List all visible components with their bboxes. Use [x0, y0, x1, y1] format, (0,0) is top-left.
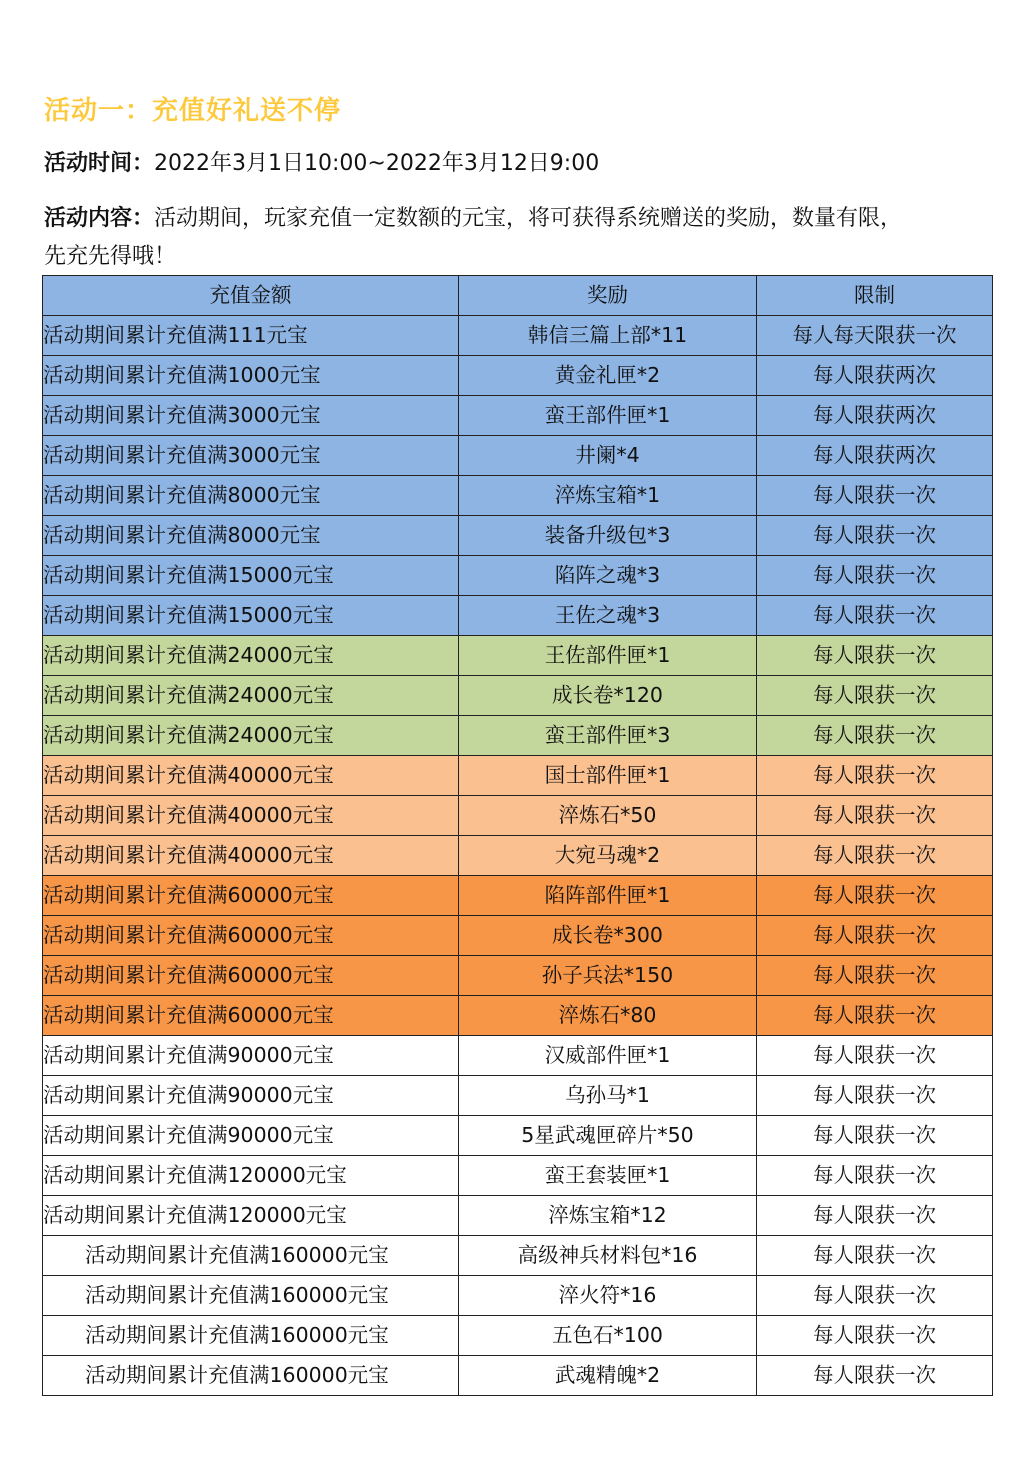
- cell-limit: 每人限获一次: [757, 796, 993, 836]
- cell-reward: 淬炼宝箱*1: [459, 476, 757, 516]
- cell-reward: 蛮王套装匣*1: [459, 1156, 757, 1196]
- cell-amount: 活动期间累计充值满15000元宝: [43, 596, 459, 636]
- cell-amount: 活动期间累计充值满24000元宝: [43, 636, 459, 676]
- cell-limit: 每人限获两次: [757, 396, 993, 436]
- cell-reward: 王佐部件匣*1: [459, 636, 757, 676]
- cell-amount: 活动期间累计充值满24000元宝: [43, 716, 459, 756]
- cell-reward: 成长卷*300: [459, 916, 757, 956]
- cell-reward: 韩信三篇上部*11: [459, 316, 757, 356]
- table-row: [43, 676, 993, 716]
- table-row: [43, 876, 993, 916]
- cell-reward: 五色石*100: [459, 1316, 757, 1356]
- table-row: [43, 356, 993, 396]
- activity-time: [44, 148, 599, 179]
- header-reward: 奖励: [459, 276, 757, 316]
- cell-amount: 活动期间累计充值满120000元宝: [43, 1156, 459, 1196]
- table-row: [43, 1076, 993, 1116]
- cell-reward: 黄金礼匣*2: [459, 356, 757, 396]
- cell-reward: 汉威部件匣*1: [459, 1036, 757, 1076]
- table-row: [43, 396, 993, 436]
- cell-limit: 每人限获一次: [757, 956, 993, 996]
- cell-reward: 淬火符*16: [459, 1276, 757, 1316]
- cell-amount: 活动期间累计充值满1000元宝: [43, 356, 459, 396]
- cell-limit: 每人限获一次: [757, 596, 993, 636]
- activity-time-label: 活动时间：: [44, 151, 155, 176]
- cell-limit: 每人限获一次: [757, 1196, 993, 1236]
- header-amount: 充值金额: [43, 276, 459, 316]
- activity-heading: 活动一：充值好礼送不停: [44, 96, 342, 126]
- cell-reward: 淬炼石*50: [459, 796, 757, 836]
- cell-reward: 陷阵之魂*3: [459, 556, 757, 596]
- cell-amount: 活动期间累计充值满24000元宝: [43, 676, 459, 716]
- table-row: [43, 756, 993, 796]
- cell-reward: 井阑*4: [459, 436, 757, 476]
- cell-limit: 每人限获一次: [757, 996, 993, 1036]
- table-row: [43, 956, 993, 996]
- cell-limit: 每人限获一次: [757, 1076, 993, 1116]
- cell-amount: 活动期间累计充值满160000元宝: [43, 1276, 459, 1316]
- table-row: [43, 1276, 993, 1316]
- cell-amount: 活动期间累计充值满8000元宝: [43, 516, 459, 556]
- cell-reward: 武魂精魄*2: [459, 1356, 757, 1396]
- cell-amount: 活动期间累计充值满3000元宝: [43, 436, 459, 476]
- table-row: [43, 836, 993, 876]
- cell-limit: 每人限获一次: [757, 1236, 993, 1276]
- activity-time-value: 2022年3月1日10:00~2022年3月12日9:00: [154, 151, 600, 176]
- cell-reward: 蛮王部件匣*3: [459, 716, 757, 756]
- table-row: [43, 1156, 993, 1196]
- cell-amount: 活动期间累计充值满160000元宝: [43, 1356, 459, 1396]
- cell-limit: 每人每天限获一次: [757, 316, 993, 356]
- cell-reward: 大宛马魂*2: [459, 836, 757, 876]
- cell-limit: 每人限获一次: [757, 1036, 993, 1076]
- header-limit: 限制: [757, 276, 993, 316]
- cell-limit: 每人限获一次: [757, 636, 993, 676]
- cell-amount: 活动期间累计充值满160000元宝: [43, 1316, 459, 1356]
- cell-limit: 每人限获一次: [757, 556, 993, 596]
- activity-content-line2: 先充先得哦！: [44, 244, 177, 269]
- cell-reward: 蛮王部件匣*1: [459, 396, 757, 436]
- table-row: [43, 436, 993, 476]
- cell-reward: 王佐之魂*3: [459, 596, 757, 636]
- activity-content-line1: 活动期间，玩家充值一定数额的元宝，将可获得系统赠送的奖励，数量有限，: [154, 206, 903, 231]
- table-row: [43, 596, 993, 636]
- cell-reward: 5星武魂匣碎片*50: [459, 1116, 757, 1156]
- cell-amount: 活动期间累计充值满40000元宝: [43, 756, 459, 796]
- cell-limit: 每人限获一次: [757, 676, 993, 716]
- cell-reward: 淬炼宝箱*12: [459, 1196, 757, 1236]
- cell-reward: 乌孙马*1: [459, 1076, 757, 1116]
- table-row: [43, 516, 993, 556]
- cell-amount: 活动期间累计充值满40000元宝: [43, 836, 459, 876]
- cell-amount: 活动期间累计充值满90000元宝: [43, 1076, 459, 1116]
- reward-table: [42, 275, 993, 1396]
- cell-amount: 活动期间累计充值满8000元宝: [43, 476, 459, 516]
- reward-table-header: [43, 276, 993, 316]
- cell-limit: 每人限获一次: [757, 1316, 993, 1356]
- cell-reward: 淬炼石*80: [459, 996, 757, 1036]
- table-row: [43, 796, 993, 836]
- cell-limit: 每人限获一次: [757, 1156, 993, 1196]
- cell-amount: 活动期间累计充值满3000元宝: [43, 396, 459, 436]
- cell-amount: 活动期间累计充值满40000元宝: [43, 796, 459, 836]
- table-row: [43, 1116, 993, 1156]
- cell-amount: 活动期间累计充值满60000元宝: [43, 876, 459, 916]
- table-row: [43, 996, 993, 1036]
- table-row: [43, 716, 993, 756]
- cell-limit: 每人限获一次: [757, 716, 993, 756]
- cell-limit: 每人限获一次: [757, 916, 993, 956]
- cell-limit: 每人限获一次: [757, 1276, 993, 1316]
- cell-amount: 活动期间累计充值满15000元宝: [43, 556, 459, 596]
- cell-reward: 国士部件匣*1: [459, 756, 757, 796]
- table-row: [43, 316, 993, 356]
- cell-amount: 活动期间累计充值满120000元宝: [43, 1196, 459, 1236]
- cell-limit: 每人限获一次: [757, 1116, 993, 1156]
- cell-limit: 每人限获一次: [757, 876, 993, 916]
- cell-limit: 每人限获一次: [757, 836, 993, 876]
- cell-amount: 活动期间累计充值满90000元宝: [43, 1116, 459, 1156]
- table-row: [43, 556, 993, 596]
- table-row: [43, 636, 993, 676]
- table-row: [43, 1036, 993, 1076]
- table-row: [43, 1356, 993, 1396]
- cell-limit: 每人限获两次: [757, 356, 993, 396]
- cell-amount: 活动期间累计充值满90000元宝: [43, 1036, 459, 1076]
- cell-amount: 活动期间累计充值满60000元宝: [43, 956, 459, 996]
- cell-limit: 每人限获一次: [757, 516, 993, 556]
- cell-amount: 活动期间累计充值满160000元宝: [43, 1236, 459, 1276]
- cell-limit: 每人限获一次: [757, 756, 993, 796]
- cell-limit: 每人限获一次: [757, 1356, 993, 1396]
- table-row: [43, 1316, 993, 1356]
- cell-reward: 陷阵部件匣*1: [459, 876, 757, 916]
- cell-limit: 每人限获两次: [757, 436, 993, 476]
- table-row: [43, 916, 993, 956]
- table-row: [43, 476, 993, 516]
- cell-amount: 活动期间累计充值满111元宝: [43, 316, 459, 356]
- cell-reward: 成长卷*120: [459, 676, 757, 716]
- reward-table-body: [43, 316, 993, 1396]
- cell-amount: 活动期间累计充值满60000元宝: [43, 916, 459, 956]
- cell-reward: 孙子兵法*150: [459, 956, 757, 996]
- activity-content: [44, 203, 902, 234]
- table-row: [43, 1236, 993, 1276]
- cell-amount: 活动期间累计充值满60000元宝: [43, 996, 459, 1036]
- cell-reward: 高级神兵材料包*16: [459, 1236, 757, 1276]
- table-row: [43, 1196, 993, 1236]
- cell-reward: 装备升级包*3: [459, 516, 757, 556]
- cell-limit: 每人限获一次: [757, 476, 993, 516]
- activity-content-label: 活动内容：: [44, 206, 155, 231]
